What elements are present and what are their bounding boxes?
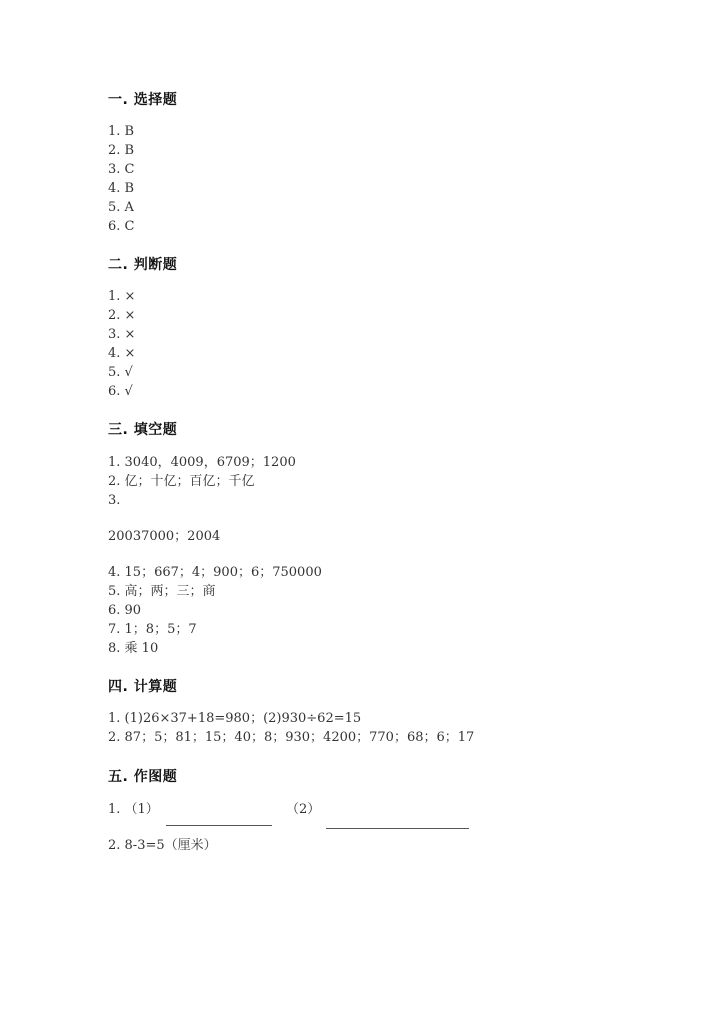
answer-line: 1. (1)26×37+18=980；(2)930÷62=15 bbox=[108, 711, 362, 726]
drawn-line-2 bbox=[326, 828, 469, 829]
section-title-drawing: 五. 作图题 bbox=[108, 769, 178, 785]
answer-line: 6. √ bbox=[108, 384, 133, 399]
section-title-true-false: 二. 判断题 bbox=[108, 257, 178, 273]
answer-line: 1. × bbox=[108, 289, 136, 304]
answer-line: 2. B bbox=[108, 143, 135, 158]
answer-line: （2） bbox=[286, 802, 321, 817]
section-title-fill-in: 三. 填空题 bbox=[108, 422, 178, 438]
section-title-calculation: 四. 计算题 bbox=[108, 679, 178, 695]
drawn-line-1 bbox=[166, 825, 272, 826]
answer-line: 8. 乘 10 bbox=[108, 641, 159, 656]
answer-line: 1. （1） bbox=[108, 802, 159, 817]
answer-line: 4. × bbox=[108, 346, 136, 361]
answer-line: 4. B bbox=[108, 181, 135, 196]
answer-line: 6. C bbox=[108, 219, 135, 234]
answer-line: 6. 90 bbox=[108, 603, 142, 618]
answer-line: 1. B bbox=[108, 124, 135, 139]
answer-line: 3. × bbox=[108, 327, 136, 342]
answer-line: 1. 3040，4009，6709；1200 bbox=[108, 455, 296, 470]
answer-line: 3. C bbox=[108, 162, 135, 177]
answer-line: 3. bbox=[108, 493, 121, 508]
answer-line: 20037000；2004 bbox=[108, 529, 221, 544]
answer-line: 5. 高；两；三；商 bbox=[108, 584, 216, 599]
answer-line: 4. 15；667；4；900；6；750000 bbox=[108, 565, 322, 580]
answer-line: 2. 8-3=5（厘米） bbox=[108, 838, 217, 853]
answer-line: 2. 87；5；81；15；40；8；930；4200；770；68；6；17 bbox=[108, 730, 475, 745]
answer-line: 5. A bbox=[108, 200, 134, 215]
answer-line: 5. √ bbox=[108, 365, 133, 380]
answer-line: 2. × bbox=[108, 308, 136, 323]
section-title-multiple-choice: 一. 选择题 bbox=[108, 92, 178, 108]
answer-line: 2. 亿；十亿；百亿；千亿 bbox=[108, 474, 255, 489]
answer-line: 7. 1；8；5；7 bbox=[108, 622, 197, 637]
